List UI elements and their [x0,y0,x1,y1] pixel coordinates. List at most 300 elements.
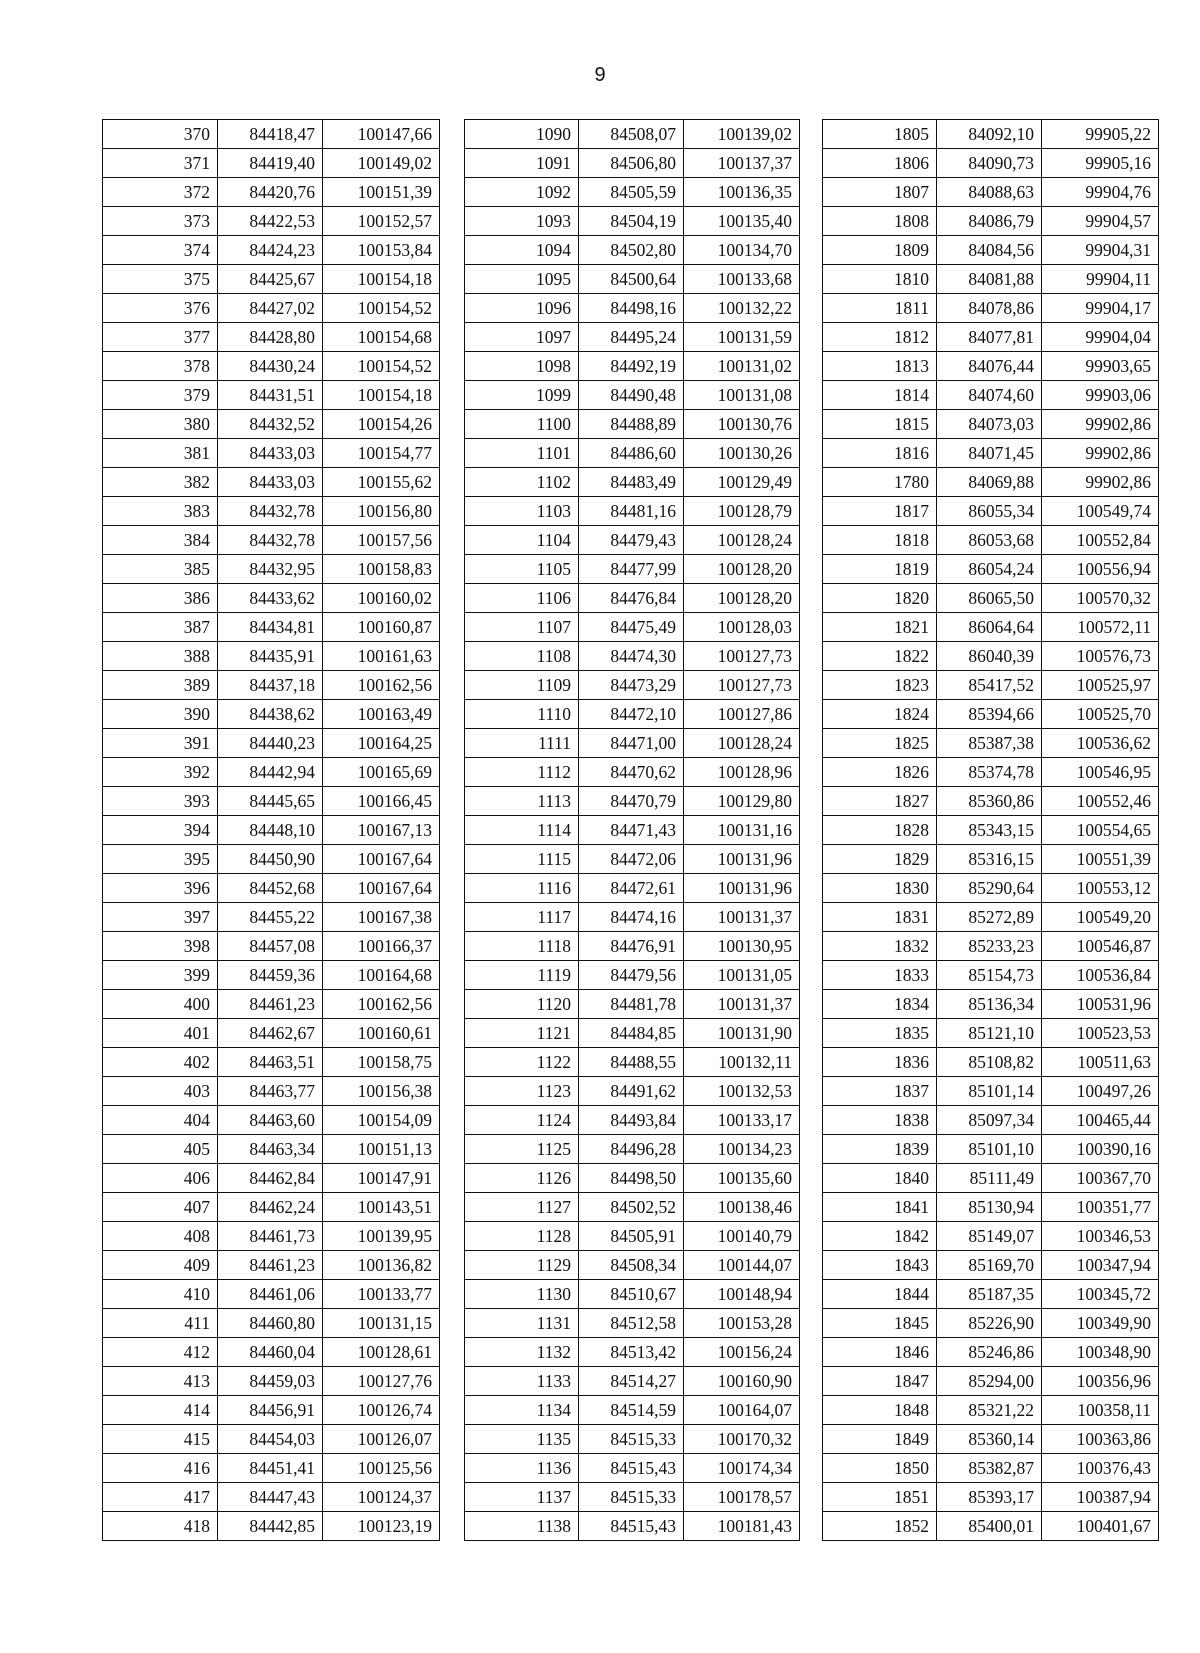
x-coordinate-cell: 84086,79 [937,207,1042,236]
x-coordinate-cell: 84513,42 [579,1338,684,1367]
table-row [823,1309,1159,1338]
y-coordinate-cell: 100128,24 [684,729,800,758]
x-coordinate-cell: 84506,80 [579,149,684,178]
x-coordinate-cell: 84432,52 [218,410,323,439]
point-number-cell: 1847 [823,1367,937,1396]
y-coordinate-cell: 100127,73 [684,671,800,700]
table-row [103,1222,440,1251]
x-coordinate-cell: 84461,06 [218,1280,323,1309]
y-coordinate-cell: 100465,44 [1042,1106,1159,1135]
x-coordinate-cell: 84078,86 [937,294,1042,323]
point-number-cell: 1135 [465,1425,579,1454]
table-row [823,1396,1159,1425]
table-row [103,149,440,178]
point-number-cell: 411 [103,1309,218,1338]
point-number-cell: 393 [103,787,218,816]
table-row [103,961,440,990]
x-coordinate-cell: 84071,45 [937,439,1042,468]
x-coordinate-cell: 85360,86 [937,787,1042,816]
x-coordinate-cell: 84484,85 [579,1019,684,1048]
y-coordinate-cell: 100133,77 [323,1280,440,1309]
point-number-cell: 407 [103,1193,218,1222]
y-coordinate-cell: 100511,63 [1042,1048,1159,1077]
x-coordinate-cell: 84442,85 [218,1512,323,1541]
y-coordinate-cell: 100390,16 [1042,1135,1159,1164]
point-number-cell: 1122 [465,1048,579,1077]
y-coordinate-cell: 100144,07 [684,1251,800,1280]
y-coordinate-cell: 100137,37 [684,149,800,178]
y-coordinate-cell: 100126,74 [323,1396,440,1425]
x-coordinate-cell: 84463,34 [218,1135,323,1164]
point-number-cell: 404 [103,1106,218,1135]
point-number-cell: 378 [103,352,218,381]
point-number-cell: 1121 [465,1019,579,1048]
table-row [465,671,800,700]
x-coordinate-cell: 85374,78 [937,758,1042,787]
table-row [103,1048,440,1077]
table-row [823,932,1159,961]
point-number-cell: 1117 [465,903,579,932]
x-coordinate-cell: 84514,27 [579,1367,684,1396]
table-row [103,439,440,468]
point-number-cell: 1136 [465,1454,579,1483]
y-coordinate-cell: 99904,76 [1042,178,1159,207]
point-number-cell: 1105 [465,555,579,584]
point-number-cell: 1841 [823,1193,937,1222]
point-number-cell: 1128 [465,1222,579,1251]
x-coordinate-cell: 84432,78 [218,497,323,526]
y-coordinate-cell: 100167,64 [323,874,440,903]
table-row [823,352,1159,381]
y-coordinate-cell: 100131,16 [684,816,800,845]
point-number-cell: 1129 [465,1251,579,1280]
x-coordinate-cell: 85272,89 [937,903,1042,932]
point-number-cell: 412 [103,1338,218,1367]
x-coordinate-cell: 84461,23 [218,990,323,1019]
point-number-cell: 1805 [823,120,937,149]
point-number-cell: 1806 [823,149,937,178]
x-coordinate-cell: 84515,43 [579,1454,684,1483]
coordinates-table-left [102,119,440,1541]
table-row [103,120,440,149]
y-coordinate-cell: 100136,82 [323,1251,440,1280]
x-coordinate-cell: 85394,66 [937,700,1042,729]
y-coordinate-cell: 100139,95 [323,1222,440,1251]
y-coordinate-cell: 100170,32 [684,1425,800,1454]
x-coordinate-cell: 84498,16 [579,294,684,323]
y-coordinate-cell: 100158,75 [323,1048,440,1077]
x-coordinate-cell: 84505,91 [579,1222,684,1251]
x-coordinate-cell: 84502,52 [579,1193,684,1222]
table-row [823,178,1159,207]
x-coordinate-cell: 84474,16 [579,903,684,932]
y-coordinate-cell: 100549,20 [1042,903,1159,932]
x-coordinate-cell: 84460,04 [218,1338,323,1367]
table-row [823,1193,1159,1222]
point-number-cell: 1115 [465,845,579,874]
x-coordinate-cell: 84433,62 [218,584,323,613]
point-number-cell: 377 [103,323,218,352]
table-row [103,990,440,1019]
y-coordinate-cell: 99903,06 [1042,381,1159,410]
y-coordinate-cell: 100148,94 [684,1280,800,1309]
point-number-cell: 375 [103,265,218,294]
x-coordinate-cell: 86053,68 [937,526,1042,555]
table-row [103,874,440,903]
point-number-cell: 1829 [823,845,937,874]
point-number-cell: 370 [103,120,218,149]
y-coordinate-cell: 100160,90 [684,1367,800,1396]
x-coordinate-cell: 84088,63 [937,178,1042,207]
point-number-cell: 1112 [465,758,579,787]
x-coordinate-cell: 84418,47 [218,120,323,149]
y-coordinate-cell: 100161,63 [323,642,440,671]
y-coordinate-cell: 100536,62 [1042,729,1159,758]
point-number-cell: 1837 [823,1077,937,1106]
x-coordinate-cell: 84422,53 [218,207,323,236]
table-row [103,1425,440,1454]
x-coordinate-cell: 84433,03 [218,468,323,497]
x-coordinate-cell: 84432,95 [218,555,323,584]
table-row [103,1135,440,1164]
table-row [103,642,440,671]
x-coordinate-cell: 84472,10 [579,700,684,729]
table-row [103,1454,440,1483]
x-coordinate-cell: 84491,62 [579,1077,684,1106]
table-row [823,1280,1159,1309]
x-coordinate-cell: 84481,78 [579,990,684,1019]
x-coordinate-cell: 84451,41 [218,1454,323,1483]
table-row [465,700,800,729]
point-number-cell: 1812 [823,323,937,352]
y-coordinate-cell: 100130,95 [684,932,800,961]
x-coordinate-cell: 84477,99 [579,555,684,584]
point-number-cell: 391 [103,729,218,758]
point-number-cell: 1111 [465,729,579,758]
y-coordinate-cell: 100178,57 [684,1483,800,1512]
x-coordinate-cell: 84479,43 [579,526,684,555]
y-coordinate-cell: 100158,83 [323,555,440,584]
y-coordinate-cell: 100181,43 [684,1512,800,1541]
table-row [465,1454,800,1483]
y-coordinate-cell: 100152,57 [323,207,440,236]
point-number-cell: 1116 [465,874,579,903]
point-number-cell: 1130 [465,1280,579,1309]
y-coordinate-cell: 100128,20 [684,584,800,613]
y-coordinate-cell: 100128,20 [684,555,800,584]
table-row [103,497,440,526]
point-number-cell: 1825 [823,729,937,758]
x-coordinate-cell: 85136,34 [937,990,1042,1019]
x-coordinate-cell: 84081,88 [937,265,1042,294]
table-row [465,1280,800,1309]
table-row [823,1106,1159,1135]
point-number-cell: 1832 [823,932,937,961]
point-number-cell: 1852 [823,1512,937,1541]
point-number-cell: 1827 [823,787,937,816]
x-coordinate-cell: 84471,43 [579,816,684,845]
y-coordinate-cell: 99902,86 [1042,468,1159,497]
x-coordinate-cell: 84496,28 [579,1135,684,1164]
table-row [103,845,440,874]
x-coordinate-cell: 84450,90 [218,845,323,874]
x-coordinate-cell: 84437,18 [218,671,323,700]
table-row [465,1251,800,1280]
y-coordinate-cell: 100129,80 [684,787,800,816]
y-coordinate-cell: 100156,80 [323,497,440,526]
table-row [823,1454,1159,1483]
table-row [103,816,440,845]
table-row [823,526,1159,555]
table-row [823,381,1159,410]
table-row [465,903,800,932]
x-coordinate-cell: 86064,64 [937,613,1042,642]
y-coordinate-cell: 100174,34 [684,1454,800,1483]
y-coordinate-cell: 100132,22 [684,294,800,323]
table-row [103,178,440,207]
point-number-cell: 1828 [823,816,937,845]
y-coordinate-cell: 100133,68 [684,265,800,294]
table-row [465,1396,800,1425]
point-number-cell: 1094 [465,236,579,265]
x-coordinate-cell: 84419,40 [218,149,323,178]
table-row [465,1164,800,1193]
point-number-cell: 390 [103,700,218,729]
x-coordinate-cell: 86040,39 [937,642,1042,671]
table-row [103,1077,440,1106]
x-coordinate-cell: 84463,77 [218,1077,323,1106]
point-number-cell: 1093 [465,207,579,236]
point-number-cell: 1815 [823,410,937,439]
point-number-cell: 371 [103,149,218,178]
x-coordinate-cell: 84432,78 [218,526,323,555]
x-coordinate-cell: 85246,86 [937,1338,1042,1367]
point-number-cell: 410 [103,1280,218,1309]
point-number-cell: 1120 [465,990,579,1019]
x-coordinate-cell: 84500,64 [579,265,684,294]
table-row [465,961,800,990]
point-number-cell: 1096 [465,294,579,323]
point-number-cell: 1836 [823,1048,937,1077]
y-coordinate-cell: 100127,73 [684,642,800,671]
table-row [103,787,440,816]
table-row [465,1367,800,1396]
table-row [103,700,440,729]
x-coordinate-cell: 84427,02 [218,294,323,323]
table-row [465,613,800,642]
table-row [465,1193,800,1222]
table-row [823,1251,1159,1280]
x-coordinate-cell: 84462,84 [218,1164,323,1193]
x-coordinate-cell: 85321,22 [937,1396,1042,1425]
point-number-cell: 1814 [823,381,937,410]
point-number-cell: 1840 [823,1164,937,1193]
table-row [823,671,1159,700]
point-number-cell: 1103 [465,497,579,526]
table-row [465,149,800,178]
point-number-cell: 1843 [823,1251,937,1280]
coordinates-table-middle [464,119,800,1541]
table-row [465,1338,800,1367]
table-row [823,642,1159,671]
y-coordinate-cell: 100167,38 [323,903,440,932]
y-coordinate-cell: 99904,31 [1042,236,1159,265]
point-number-cell: 1813 [823,352,937,381]
y-coordinate-cell: 100133,17 [684,1106,800,1135]
point-number-cell: 1123 [465,1077,579,1106]
table-row [465,1309,800,1338]
x-coordinate-cell: 84470,62 [579,758,684,787]
point-number-cell: 1110 [465,700,579,729]
point-number-cell: 1108 [465,642,579,671]
x-coordinate-cell: 84428,80 [218,323,323,352]
x-coordinate-cell: 84459,03 [218,1367,323,1396]
x-coordinate-cell: 84495,24 [579,323,684,352]
x-coordinate-cell: 84475,49 [579,613,684,642]
x-coordinate-cell: 85149,07 [937,1222,1042,1251]
x-coordinate-cell: 84515,33 [579,1483,684,1512]
y-coordinate-cell: 100162,56 [323,671,440,700]
table-row [823,787,1159,816]
table-row [823,468,1159,497]
table-row [103,613,440,642]
point-number-cell: 1819 [823,555,937,584]
y-coordinate-cell: 100363,86 [1042,1425,1159,1454]
y-coordinate-cell: 100156,38 [323,1077,440,1106]
y-coordinate-cell: 100156,24 [684,1338,800,1367]
table-row [103,1338,440,1367]
point-number-cell: 1809 [823,236,937,265]
x-coordinate-cell: 84433,03 [218,439,323,468]
x-coordinate-cell: 84490,48 [579,381,684,410]
point-number-cell: 1830 [823,874,937,903]
point-number-cell: 403 [103,1077,218,1106]
point-number-cell: 417 [103,1483,218,1512]
x-coordinate-cell: 86065,50 [937,584,1042,613]
point-number-cell: 1826 [823,758,937,787]
table-row [103,1193,440,1222]
x-coordinate-cell: 84457,08 [218,932,323,961]
table-row [465,178,800,207]
table-row [823,410,1159,439]
table-row [823,555,1159,584]
table-row [465,1106,800,1135]
y-coordinate-cell: 100154,18 [323,381,440,410]
point-number-cell: 398 [103,932,218,961]
y-coordinate-cell: 100531,96 [1042,990,1159,1019]
y-coordinate-cell: 100154,77 [323,439,440,468]
table-row [465,584,800,613]
y-coordinate-cell: 100497,26 [1042,1077,1159,1106]
y-coordinate-cell: 100151,39 [323,178,440,207]
table-row [823,120,1159,149]
x-coordinate-cell: 84435,91 [218,642,323,671]
point-number-cell: 389 [103,671,218,700]
y-coordinate-cell: 100347,94 [1042,1251,1159,1280]
x-coordinate-cell: 84502,80 [579,236,684,265]
table-row [103,729,440,758]
y-coordinate-cell: 100132,53 [684,1077,800,1106]
table-row [103,671,440,700]
y-coordinate-cell: 100139,02 [684,120,800,149]
point-number-cell: 1106 [465,584,579,613]
table-row [465,207,800,236]
table-row [103,410,440,439]
y-coordinate-cell: 100131,37 [684,990,800,1019]
x-coordinate-cell: 84510,67 [579,1280,684,1309]
point-number-cell: 1126 [465,1164,579,1193]
table-row [465,526,800,555]
point-number-cell: 1833 [823,961,937,990]
table-row [103,294,440,323]
y-coordinate-cell: 100525,70 [1042,700,1159,729]
y-coordinate-cell: 100546,95 [1042,758,1159,787]
table-row [103,1367,440,1396]
y-coordinate-cell: 100131,08 [684,381,800,410]
x-coordinate-cell: 84512,58 [579,1309,684,1338]
point-number-cell: 399 [103,961,218,990]
point-number-cell: 1109 [465,671,579,700]
x-coordinate-cell: 84505,59 [579,178,684,207]
table-row [103,1019,440,1048]
point-number-cell: 1132 [465,1338,579,1367]
y-coordinate-cell: 100165,69 [323,758,440,787]
y-coordinate-cell: 100135,60 [684,1164,800,1193]
x-coordinate-cell: 84463,60 [218,1106,323,1135]
point-number-cell: 1822 [823,642,937,671]
y-coordinate-cell: 100127,86 [684,700,800,729]
x-coordinate-cell: 85121,10 [937,1019,1042,1048]
table-row [103,555,440,584]
y-coordinate-cell: 100160,61 [323,1019,440,1048]
table-row [465,758,800,787]
table-row [103,1512,440,1541]
table-row [823,903,1159,932]
x-coordinate-cell: 85343,15 [937,816,1042,845]
point-number-cell: 409 [103,1251,218,1280]
x-coordinate-cell: 86054,24 [937,555,1042,584]
x-coordinate-cell: 84456,91 [218,1396,323,1425]
point-number-cell: 1114 [465,816,579,845]
x-coordinate-cell: 84434,81 [218,613,323,642]
x-coordinate-cell: 84461,23 [218,1251,323,1280]
y-coordinate-cell: 100131,96 [684,874,800,903]
point-number-cell: 1824 [823,700,937,729]
table-row [103,758,440,787]
y-coordinate-cell: 100356,96 [1042,1367,1159,1396]
y-coordinate-cell: 100167,64 [323,845,440,874]
y-coordinate-cell: 99904,11 [1042,265,1159,294]
point-number-cell: 1831 [823,903,937,932]
point-number-cell: 413 [103,1367,218,1396]
y-coordinate-cell: 100572,11 [1042,613,1159,642]
point-number-cell: 405 [103,1135,218,1164]
x-coordinate-cell: 85233,23 [937,932,1042,961]
x-coordinate-cell: 85108,82 [937,1048,1042,1077]
y-coordinate-cell: 100134,70 [684,236,800,265]
table-row [465,236,800,265]
table-row [103,468,440,497]
table-row [465,1425,800,1454]
table-row [465,1048,800,1077]
point-number-cell: 1102 [465,468,579,497]
y-coordinate-cell: 100128,96 [684,758,800,787]
x-coordinate-cell: 84470,79 [579,787,684,816]
x-coordinate-cell: 84430,24 [218,352,323,381]
point-number-cell: 1101 [465,439,579,468]
table-row [823,990,1159,1019]
x-coordinate-cell: 84508,34 [579,1251,684,1280]
